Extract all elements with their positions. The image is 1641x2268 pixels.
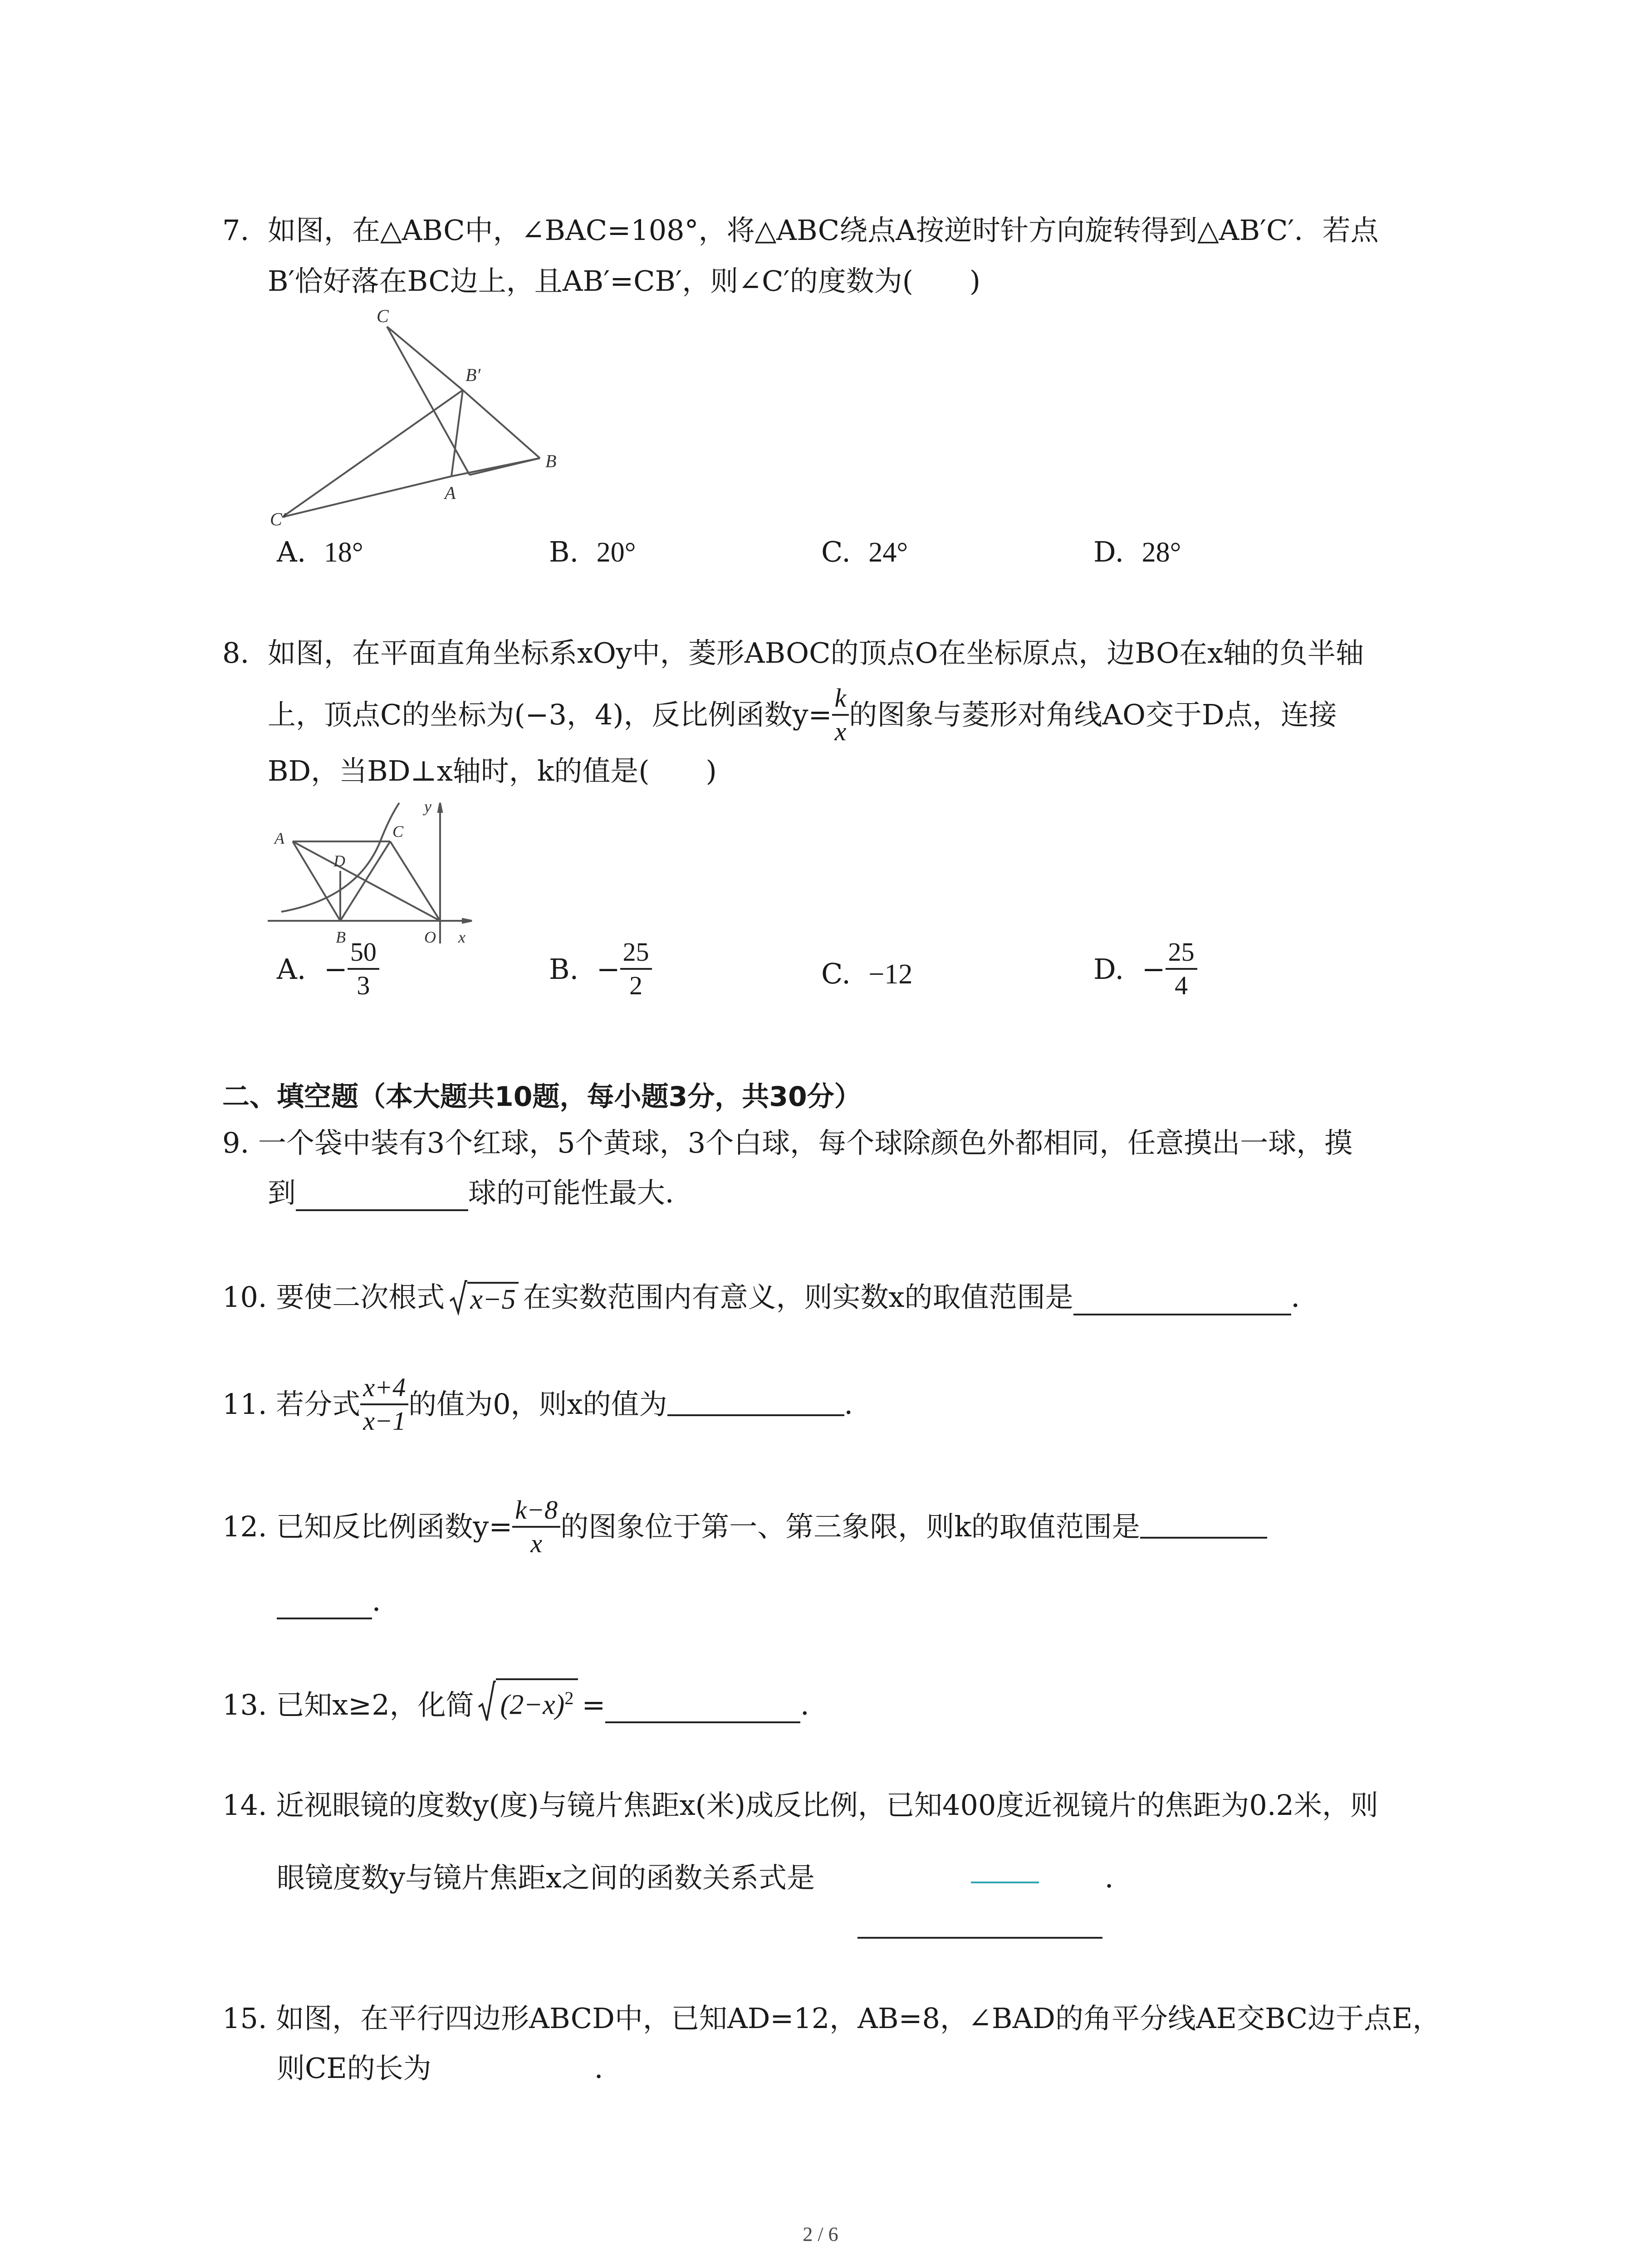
q7-number: 7. [222,214,250,247]
q7-figure [268,308,594,535]
q13-sqrt: $(2-x)^2$ [478,1678,578,1723]
section2-title: 二、填空题（本大题共10题，每小题3分，共30分） [222,1081,862,1113]
q12-fraction: $\frac{k-8}{x}$ [512,1497,560,1557]
q8-option-a: A. − $\frac{50}{3}$ [277,939,379,999]
q8-figure [268,798,504,948]
q8-label-x: x [458,928,465,946]
q7-label-c: C [377,308,389,326]
q11-line: 11. 若分式 $\frac{x+4}{x-1}$ 的值为0，则x的值为 ． [222,1373,872,1436]
q8-label-a: A [274,829,284,847]
q7-option-a: A. 18° [277,535,363,568]
q9-answer-blank[interactable] [296,1182,468,1211]
q10-line: 10. 要使二次根式 x−5 在实数范围内有意义，则实数x的取值范围是 ． [222,1279,1319,1315]
page-number: 2 / 6 [803,2223,838,2245]
q14-line1: 14. 近视眼镜的度数y(度)与镜片焦距x(米)成反比例，已知400度近视镜片的焦距为0.2米，则 [222,1789,1378,1822]
q12-line2: ． [277,1583,400,1619]
q7-option-d: D. 28° [1093,535,1181,568]
q7-label-b: B [545,451,557,471]
q8-label-d: D [333,852,345,870]
q10-answer-blank[interactable] [1073,1286,1291,1315]
q15-line1: 15. 如图，在平行四边形ABCD中，已知AD=12，AB=8，∠BAD的角平分线AE交BC边于点E， [222,2002,1441,2035]
q14-line2: 眼镜度数y与镜片焦距x之间的函数关系式是 [277,1861,815,1894]
q8-label-o: O [424,928,436,946]
q7-option-c: C. 24° [821,535,908,568]
q15-answer-space[interactable] [445,2059,585,2087]
q14-end: ． [1105,1861,1133,1894]
q7-line2: B′恰好落在BC边上，且AB′=CB′，则∠C′的度数为( ) [268,264,981,298]
q8-label-y: y [424,798,431,816]
q12-answer-blank-part2[interactable] [277,1590,372,1619]
q10-sqrt: x−5 [449,1279,518,1315]
q9-line1: 9. 一个袋中装有3个红球，5个黄球，3个白球，每个球除颜色外都相同，任意摸出一球，摸 [222,1126,1353,1159]
q8-line3: BD，当BD⊥x轴时，k的值是( ) [268,754,717,787]
q13-radical-icon [478,1680,496,1723]
q8-label-b: B [336,928,346,946]
q8-fraction: $\frac{k}{x}$ [832,685,849,745]
q8-option-b: B. − $\frac{25}{2}$ [549,939,652,999]
q12-line: 12. 已知反比例函数y= $\frac{k-8}{x}$ 的图象位于第一、第三象限，则k的取值范围是 [222,1497,1267,1557]
q14-formula-placeholder [971,1882,1039,1883]
q8-option-c: C. −12 [821,957,913,990]
q14-answer-blank[interactable] [857,1937,1102,1939]
q10-radical-icon [449,1279,467,1315]
q8-option-d: D. − $\frac{25}{4}$ [1093,939,1197,999]
q8-line1: 如图，在平面直角坐标系xOy中，菱形ABOC的顶点O在坐标原点，边BO在x轴的负半轴 [268,636,1364,670]
q11-answer-blank[interactable] [667,1387,844,1416]
q8-number: 8. [222,636,250,670]
q12-answer-blank-part1[interactable] [1140,1510,1267,1539]
q13-line: 13. 已知x≥2，化简 $(2-x)^2$ = ． [222,1678,828,1723]
q8-line2: 上，顶点C的坐标为(−3，4)，反比例函数y= $\frac{k}{x}$ 的图象与菱形对角线AO交于D点，连接 [268,683,1337,746]
q13-answer-blank[interactable] [605,1694,800,1723]
q9-line2: 到 球的可能性最大． [268,1175,693,1211]
q7-label-a: A [445,483,456,503]
q8-label-c: C [392,822,404,841]
q11-fraction: $\frac{x+4}{x-1}$ [360,1374,408,1434]
q7-line1: 如图，在△ABC中，∠BAC=108°，将△ABC绕点A按逆时针方向旋转得到△AB′C′．若点 [268,214,1379,247]
q7-label-bprime: B′ [465,365,481,385]
q15-line2: 则CE的长为 [277,2052,431,2085]
q7-label-cprime: C′ [270,509,286,529]
q7-option-b: B. 20° [549,535,636,568]
q15-end: ． [594,2052,623,2085]
